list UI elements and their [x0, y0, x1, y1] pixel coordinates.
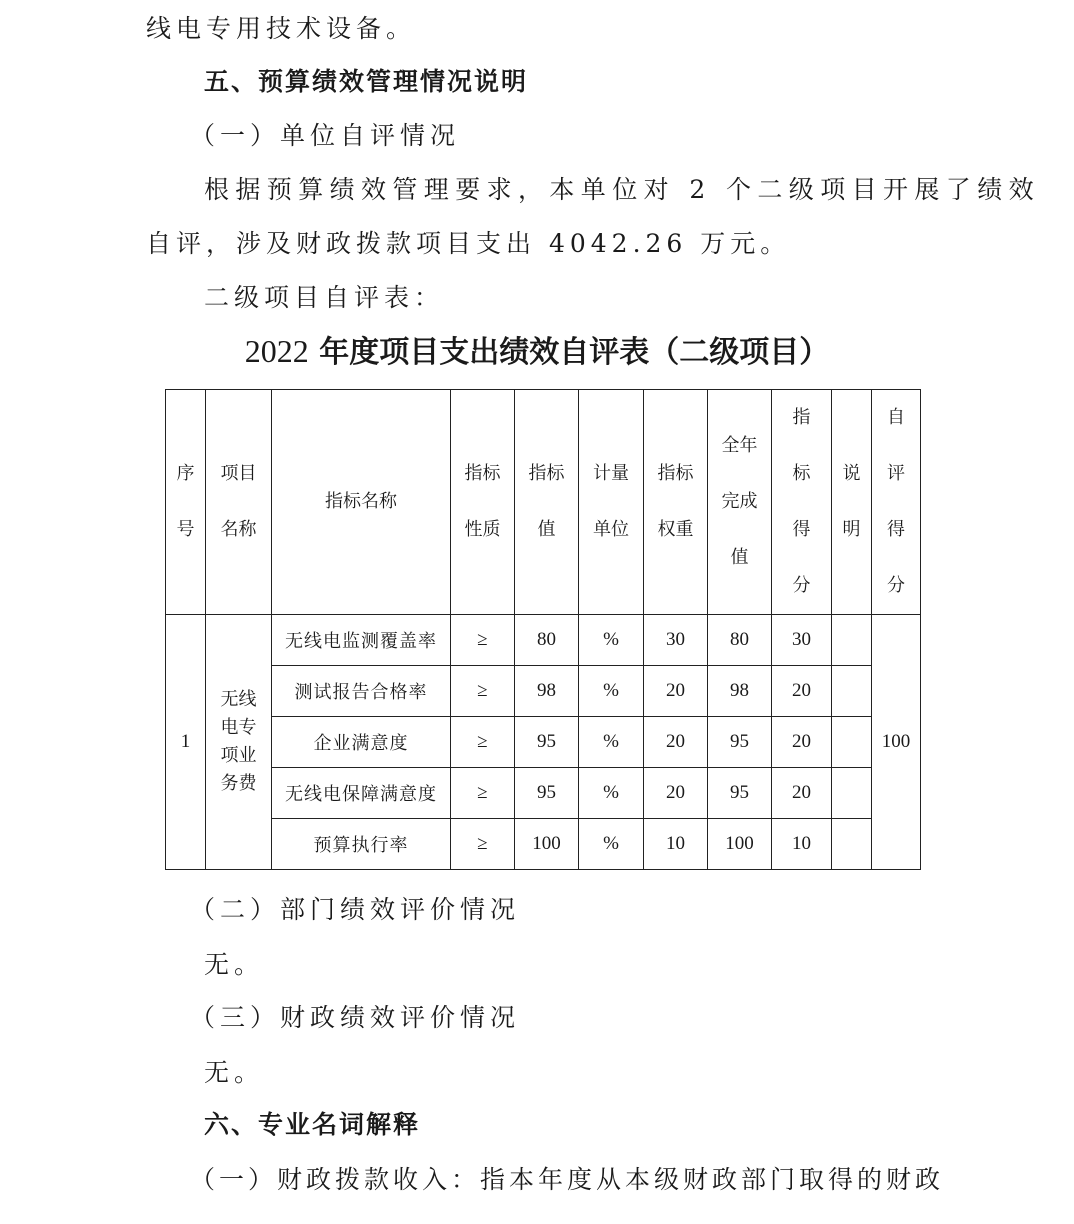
continuation-line: 线电专用技术设备。: [146, 14, 417, 43]
cell-actual-value: 100: [708, 819, 772, 870]
sub1-heading: （一）单位自评情况: [190, 121, 461, 150]
cell-note: [832, 615, 872, 666]
cell-note: [832, 768, 872, 819]
cell-project-name: 无线电专项业务费: [206, 615, 272, 870]
sub2-heading: （二）部门绩效评价情况: [190, 895, 521, 924]
cell-weight: 30: [644, 615, 708, 666]
cell-indicator-name: 企业满意度: [272, 717, 451, 768]
cell-indicator-value: 80: [515, 615, 579, 666]
table-row: [166, 615, 921, 666]
table-row: [166, 717, 921, 768]
cell-indicator-value: 100: [515, 819, 579, 870]
cell-weight: 10: [644, 819, 708, 870]
cell-self-score: 100: [872, 615, 921, 870]
table-intro: 二级项目自评表：: [204, 283, 445, 312]
sub3-body: 无。: [204, 1058, 265, 1087]
header-indicator-value: 指标值: [515, 390, 579, 615]
cell-seq: 1: [166, 615, 206, 870]
header-actual-value: 全年完成值: [708, 390, 772, 615]
cell-indicator-score: 20: [772, 717, 832, 768]
header-indicator-score: 指标得分: [772, 390, 832, 615]
cell-indicator-nature: ≥: [451, 819, 515, 870]
header-note: 说明: [832, 390, 872, 615]
table-row: [166, 666, 921, 717]
header-self-score: 自评得分: [872, 390, 921, 615]
header-unit: 计量单位: [579, 390, 644, 615]
cell-weight: 20: [644, 768, 708, 819]
cell-weight: 20: [644, 717, 708, 768]
cell-indicator-value: 98: [515, 666, 579, 717]
table-row: [166, 768, 921, 819]
table-title-text: 年度项目支出绩效自评表（二级项目）: [308, 335, 830, 370]
header-indicator-nature: 指标性质: [451, 390, 515, 615]
cell-unit: %: [579, 717, 644, 768]
cell-weight: 20: [644, 666, 708, 717]
header-indicator-name: 指标名称: [272, 390, 451, 615]
cell-indicator-nature: ≥: [451, 615, 515, 666]
cell-indicator-name: 测试报告合格率: [272, 666, 451, 717]
cell-indicator-name: 预算执行率: [272, 819, 451, 870]
cell-actual-value: 80: [708, 615, 772, 666]
cell-indicator-name: 无线电保障满意度: [272, 768, 451, 819]
table-title-year: 2022: [244, 333, 309, 369]
cell-actual-value: 95: [708, 768, 772, 819]
header-weight: 指标权重: [644, 390, 708, 615]
cell-indicator-score: 30: [772, 615, 832, 666]
cell-actual-value: 95: [708, 717, 772, 768]
cell-indicator-score: 10: [772, 819, 832, 870]
sub3-heading: （三）财政绩效评价情况: [190, 1003, 521, 1032]
cell-indicator-nature: ≥: [451, 768, 515, 819]
cell-indicator-value: 95: [515, 768, 579, 819]
cell-indicator-score: 20: [772, 666, 832, 717]
sub1-paragraph-line2: 自评，涉及财政拨款项目支出 4042.26 万元。: [146, 229, 791, 258]
section5-heading: 五、预算绩效管理情况说明: [204, 67, 529, 96]
cell-indicator-name: 无线电监测覆盖率: [272, 615, 451, 666]
cell-note: [832, 819, 872, 870]
section6-heading: 六、专业名词解释: [204, 1110, 421, 1139]
cell-note: [832, 666, 872, 717]
term1: [190, 1165, 944, 1195]
cell-indicator-nature: ≥: [451, 666, 515, 717]
table-row: [166, 819, 921, 870]
cell-unit: %: [579, 819, 644, 870]
self-evaluation-table: [165, 389, 921, 870]
cell-actual-value: 98: [708, 666, 772, 717]
cell-unit: %: [579, 666, 644, 717]
sub1-paragraph-line1: 根据预算绩效管理要求，本单位对 2 个二级项目开展了绩效: [204, 175, 1041, 204]
cell-indicator-nature: ≥: [451, 717, 515, 768]
sub2-body: 无。: [204, 950, 265, 979]
term1-text: 指本年度从本级财政部门取得的财政: [480, 1165, 945, 1194]
header-project-name: 项目名称: [206, 390, 272, 615]
cell-indicator-score: 20: [772, 768, 832, 819]
cell-indicator-value: 95: [515, 717, 579, 768]
cell-unit: %: [579, 768, 644, 819]
term1-label: （一）财政拨款收入：: [190, 1165, 481, 1194]
cell-note: [832, 717, 872, 768]
cell-unit: %: [579, 615, 644, 666]
table-title: [0, 333, 1074, 371]
header-seq: 序号: [166, 390, 206, 615]
table-header-row: [166, 390, 921, 615]
